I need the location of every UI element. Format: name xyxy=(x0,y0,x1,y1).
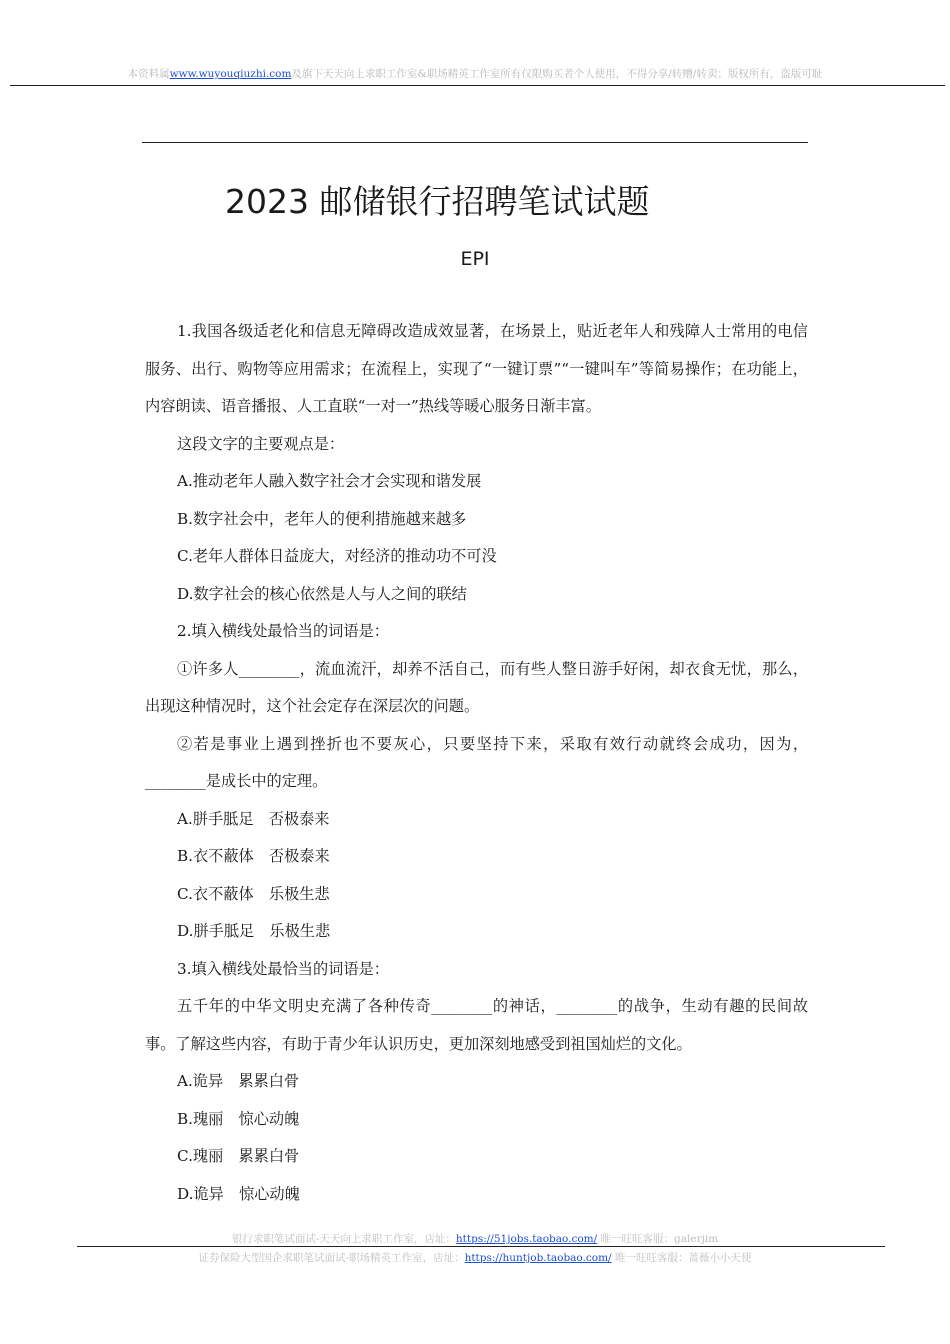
header-site-link[interactable]: www.wuyouqiuzhi.com xyxy=(169,68,292,80)
q1-option-c: C.老年人群体日益庞大，对经济的推动功不可没 xyxy=(177,547,497,565)
q2-option-c: C.衣不蔽体 乐极生悲 xyxy=(177,884,330,903)
q2-option-b: B.衣不蔽体 否极泰来 xyxy=(177,847,330,865)
footer-line-1 xyxy=(0,1231,950,1246)
footer-link-51jobs[interactable]: https://51jobs.taobao.com/ xyxy=(455,1233,598,1245)
question-content xyxy=(145,313,808,1213)
q1-prompt: 这段文字的主要观点是： xyxy=(177,434,345,453)
q1-option-d: D.数字社会的核心依然是人与人之间的联结 xyxy=(177,584,467,603)
q3-stem: 3.填入横线处最恰当的词语是： xyxy=(177,959,389,978)
q3-option-b: B.瑰丽 惊心动魄 xyxy=(177,1109,300,1128)
header-prefix: 本资料属 xyxy=(127,68,170,80)
q2-stem: 2.填入横线处最恰当的词语是： xyxy=(177,622,389,640)
q2-option-d: D.胼手胝足 乐极生悲 xyxy=(177,922,331,940)
q1-option-a: A.推动老年人融入数字社会才会实现和谐发展 xyxy=(177,472,482,490)
q2-sentence-1: ①许多人________，流血流汗，却养不活自己，而有些人整日游手好闲，却衣食无忧，那么，出现这种情况时，这个社会定存在深层次的问题。 xyxy=(145,659,808,715)
header-divider xyxy=(10,85,945,86)
document-title: 2023 邮储银行招聘笔试试题 xyxy=(225,182,650,221)
footer-line-2 xyxy=(0,1250,950,1265)
header-disclaimer xyxy=(0,66,950,81)
q3-passage: 五千年的中华文明史充满了各种传奇________的神话，________的战争，生动有趣的民间故事。了解这些内容，有助于青少年认识历史，更加深刻地感受到祖国灿烂的文化。 xyxy=(145,997,808,1053)
q3-option-d: D.诡异 惊心动魄 xyxy=(177,1184,300,1203)
header-suffix: 及旗下天天向上求职工作室&职场精英工作室所有仅限购买者个人使用，不得分享/转赠/转卖；版权所有，盗版可耻 xyxy=(291,68,823,80)
title-divider xyxy=(142,142,808,143)
q3-option-c: C.瑰丽 累累白骨 xyxy=(177,1147,300,1165)
q3-option-a: A.诡异 累累白骨 xyxy=(177,1072,300,1090)
footer-divider xyxy=(77,1246,885,1247)
q2-option-a: A.胼手胝足 否极泰来 xyxy=(177,809,330,828)
q1-stem: 1.我国各级适老化和信息无障碍改造成效显著，在场景上，贴近老年人和残障人士常用的电信服务、出行、购物等应用需求；在流程上，实现了“一键订票”“一键叫车”等简易操作；在功能上，内容朗读、语音播报、人工直联“一对一”热线等暖心服务日渐丰富。 xyxy=(145,322,808,415)
footer-line-2-prefix: 证券保险大型国企求职笔试面试-职场精英工作室，店址： xyxy=(198,1252,465,1264)
footer-line-1-suffix: 唯一旺旺客服：galerjim xyxy=(597,1233,719,1245)
q1-option-b: B.数字社会中，老年人的便利措施越来越多 xyxy=(177,509,467,528)
footer-line-1-prefix: 银行求职笔试面试-天天向上求职工作室，店址： xyxy=(231,1233,456,1245)
footer-line-2-suffix: 唯一旺旺客服：蔷薇小小天使 xyxy=(611,1252,752,1264)
document-subtitle: EPI xyxy=(460,248,490,270)
footer-link-huntjob[interactable]: https://huntjob.taobao.com/ xyxy=(464,1252,612,1264)
q2-sentence-2: ②若是事业上遇到挫折也不要灰心，只要坚持下来，采取有效行动就终会成功，因为，________是成长中的定理。 xyxy=(145,734,808,790)
